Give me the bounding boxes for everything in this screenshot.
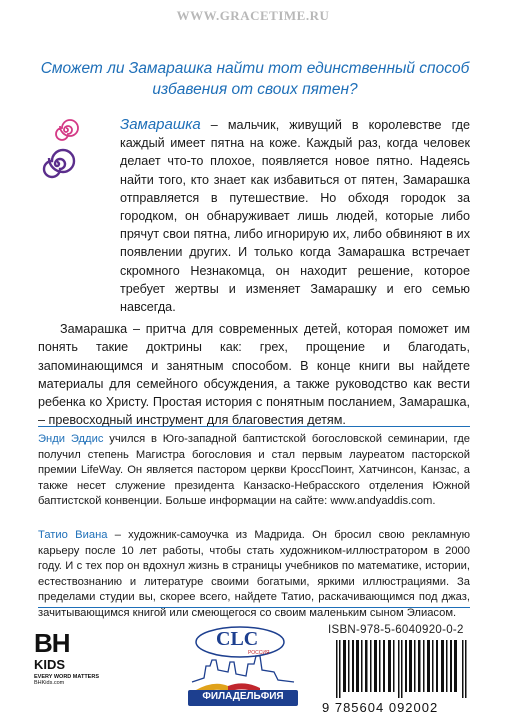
clc-logo <box>184 620 302 712</box>
bh-site: BHKids.com <box>34 680 65 686</box>
author-bio: Энди Эддис учился в Юго-западной баптистской богословской семинарии, где получил степень Магистра богословия и стал первым лауреатом пасторской премии LifeWay. Он является пастором церкви КроссПоинт, Хатчинсон, Канзас, а также несет служение президента Канзаско-Небрасского отделения Южной баптистской конвенции. Больше информации на сайте: www.andyaddis.com. <box>38 433 470 508</box>
clc-name: CLC <box>216 628 259 650</box>
intro-text <box>38 116 470 429</box>
intro-paragraph-1: Замарашка – мальчик, живущий в королевстве где каждый имеет пятна на коже. Каждый раз, когда человек делает что-то плохое, появляется новое пятно. Надеясь найти того, кто знает как избавиться от пятен, Замарашка отправляется в путешествие. Но обходя городок за городком, он обнаруживает лишь людей, которые либо прячут свои пятна, либо игнорирую их, либо обвиняют в их появлении других. И только когда Замарашка встречает скромного Незнакомца, он находит решение, которое требует жертвы и изменяет Замарашку и его семью навсегда. <box>120 116 470 315</box>
kids-label: KIDS <box>34 657 66 672</box>
bh-mark: BH <box>34 628 70 658</box>
headline: Сможет ли Замарашка найти тот единственный способ избавения от своих пятен? <box>40 60 470 98</box>
illustrator-bio: Татио Виана – художник-самоучка из Мадрида. Он бросил свою рекламную карьеру после 10 лет работы, чтобы стать художником-иллюстратором в 2000 году. И с тех пор он вдохнул жизнь в страницы учебников по математике, истории, естествознанию и литературе своими богатыми, яркими иллюстрациями. За пределами студии вы, скорее всего, найдете Татио, раскачивающимся под джаз, зачитывающимся книгой или смеющегося со своим маленьким сыном Элиасом. <box>38 529 470 619</box>
divider-top <box>38 426 470 427</box>
website-url: WWW.GRACETIME.RU <box>176 8 330 23</box>
barcode-icon <box>336 640 468 698</box>
isbn-label: ISBN-978-5-6040920-0-2 <box>328 624 464 636</box>
bh-kids-logo <box>34 628 108 686</box>
imprint-name: ФИЛАДЕЛЬФИЯ <box>202 691 284 702</box>
clc-country: РОССИЯ <box>248 650 270 656</box>
hero-name: Замарашка <box>120 116 201 133</box>
barcode-number: 9 785604 092002 <box>322 700 439 715</box>
bh-tagline: EVERY WORD MATTERS <box>34 674 99 680</box>
intro-paragraph-2: Замарашка – притча для современных детей, которая поможет им понять такие доктрины как: грех, прощение и благодать, запоминающимся и занятным способом. В конце книги вы найдете материалы для семейного обсуждения, а также руководство как вести ребенка ко Христу. Простая история с понятным посланием, Замарашка, – превосходный инструмент для благовестия детям. <box>38 322 470 428</box>
illustrator-name: Татио Виана <box>38 529 108 541</box>
author-name: Энди Эддис <box>38 433 104 445</box>
divider-bottom <box>38 607 470 608</box>
